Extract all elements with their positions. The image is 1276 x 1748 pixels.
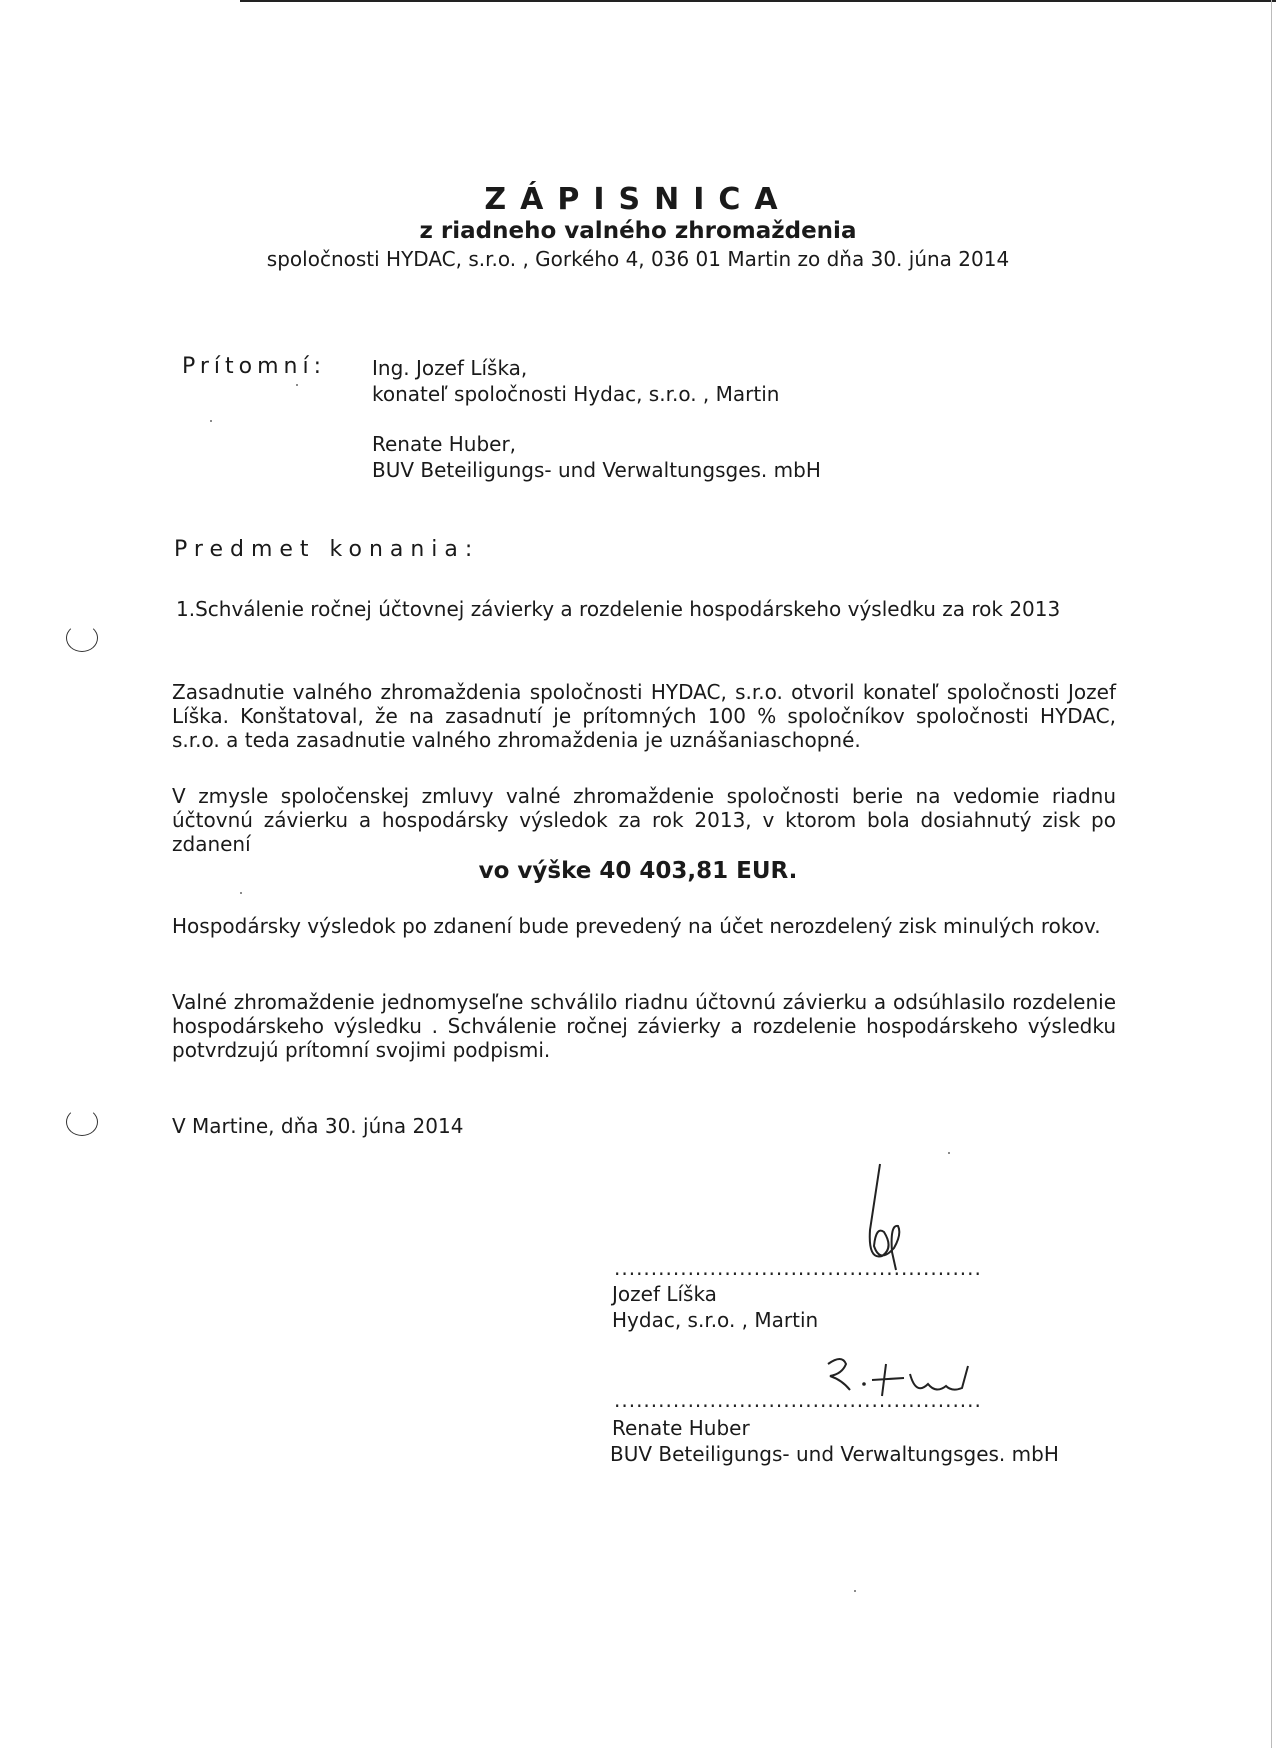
page-top-edge bbox=[240, 0, 1276, 2]
punch-hole-top bbox=[66, 624, 98, 652]
company-line: spoločnosti HYDAC, s.r.o. , Gorkého 4, 036 01 Martin zo dňa 30. júna 2014 bbox=[266, 247, 1010, 271]
scan-speck bbox=[210, 420, 212, 422]
present-person1-name: Ing. Jozef Líška, bbox=[372, 356, 528, 380]
present-person2-name: Renate Huber, bbox=[372, 432, 517, 456]
present-person2-org: BUV Beteiligungs- und Verwaltungsges. mbH bbox=[372, 458, 821, 482]
paragraph-profit-transfer: Hospodársky výsledok po zdanení bude prevedený na účet nerozdelený zisk minulých rokov. bbox=[172, 914, 1101, 938]
punch-hole-bottom bbox=[66, 1108, 98, 1136]
document-title: ZÁPISNICA bbox=[484, 182, 792, 217]
scan-speck bbox=[240, 892, 242, 894]
signer1-name: Jozef Líška bbox=[612, 1282, 717, 1306]
signature-line-1: .................................................. bbox=[614, 1256, 982, 1280]
signer2-org: BUV Beteiligungs- und Verwaltungsges. mbH bbox=[610, 1442, 1059, 1466]
paragraph-approval: Valné zhromaždenie jednomyseľne schválilo riadnu účtovnú závierku a odsúhlasilo rozdelenie hospodárskeho výsledku . Schválenie ročnej závierky a rozdelenie hospodárskeho výsledku potvrdzujú prítomní svojimi podpismi. bbox=[172, 990, 1116, 1062]
scan-speck bbox=[948, 1152, 950, 1154]
place-date: V Martine, dňa 30. júna 2014 bbox=[172, 1114, 464, 1138]
paragraph-financials: V zmysle spoločenskej zmluvy valné zhromaždenie spoločnosti berie na vedomie riadnu účtovnú závierku a hospodársky výsledok za rok 2013, v ktorom bola dosiahnutý zisk po zdanení bbox=[172, 784, 1116, 856]
present-person1-role: konateľ spoločnosti Hydac, s.r.o. , Martin bbox=[372, 382, 780, 406]
scan-speck bbox=[854, 1590, 856, 1592]
signature-line-2: .................................................. bbox=[614, 1388, 982, 1412]
profit-amount: vo výške 40 403,81 EUR. bbox=[478, 858, 798, 884]
document-subtitle: z riadneho valného zhromaždenia bbox=[419, 218, 857, 244]
agenda-label: Predmet konania: bbox=[174, 537, 480, 562]
scan-speck bbox=[296, 384, 298, 386]
signer2-name: Renate Huber bbox=[612, 1416, 750, 1440]
agenda-item-1: 1.Schválenie ročnej účtovnej závierky a rozdelenie hospodárskeho výsledku za rok 2013 bbox=[176, 597, 1061, 621]
paragraph-opening: Zasadnutie valného zhromaždenia spoločnosti HYDAC, s.r.o. otvoril konateľ spoločnosti Jozef Líška. Konštatoval, že na zasadnutí je prítomných 100 % spoločníkov spoločnosti HYDAC, s.r.o. a teda zasadnutie valného zhromaždenia je uznášaniaschopné. bbox=[172, 680, 1116, 752]
signer1-org: Hydac, s.r.o. , Martin bbox=[612, 1308, 819, 1332]
present-label: Prítomní: bbox=[182, 354, 327, 379]
